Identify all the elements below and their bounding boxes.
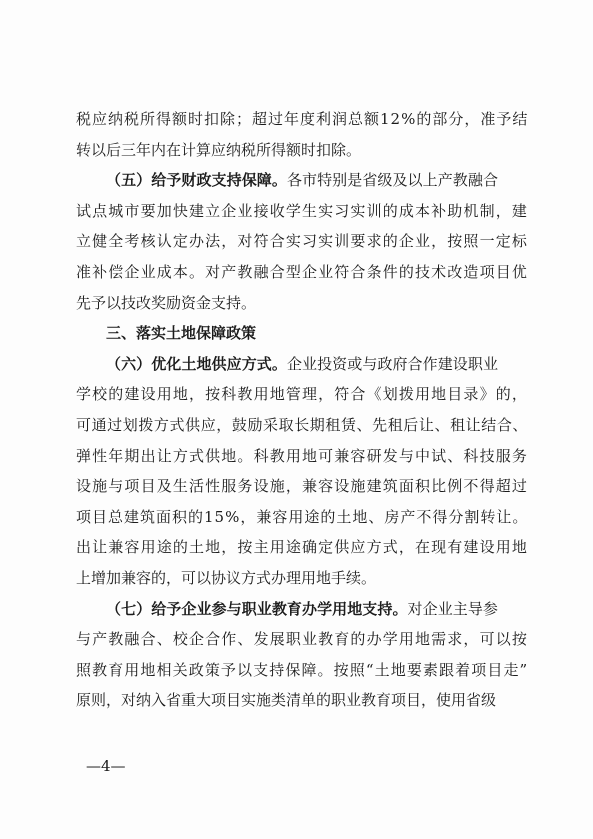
document-body (76, 104, 528, 716)
text-line: 弹性年期出让方式供地。科教用地可兼容研发与中试、科技服务 (76, 446, 529, 465)
text-line: 试点城市要加快建立企业接收学生实习实训的成本补助机制，建 (76, 201, 529, 220)
page-number: —4— (86, 757, 126, 775)
paragraph-continuation (76, 104, 528, 165)
text-line: 项目总建筑面积的15%，兼容用途的土地、房产不得分割转让。 (76, 507, 529, 526)
text-line: （六）优化土地供应方式。企业投资或与政府合作建设职业 (106, 354, 499, 373)
paragraph-fiscal-support (76, 165, 528, 318)
text-line: 出让兼容用途的土地，按主用途确定供应方式，在现有建设用地 (76, 538, 529, 557)
text-line: 设施与项目及生活性服务设施，兼容设施建筑面积比例不得超过 (76, 477, 529, 496)
text-line: 转以后三年内在计算应纳税所得额时扣除。 (76, 140, 362, 159)
text-line: 立健全考核认定办法，对符合实习实训要求的企业，按照一定标 (76, 232, 529, 251)
text-line: 原则，对纳入省重大项目实施类清单的职业教育项目，使用省级 (76, 691, 497, 710)
text-line: （七）给予企业参与职业教育办学用地支持。对企业主导参 (106, 599, 499, 618)
text-line: 照教育用地相关政策予以支持保障。按照“土地要素跟着项目走” (76, 660, 529, 679)
paragraph-land-use-support (76, 594, 528, 716)
section-heading: 三、落实土地保障政策 (106, 324, 257, 343)
paragraph-lead: （七）给予企业参与职业教育办学用地支持。 (106, 599, 408, 618)
paragraph-lead: （六）优化土地供应方式。 (106, 354, 287, 373)
text-line: 先予以技改奖励资金支持。 (76, 293, 257, 312)
text-line: 上增加兼容的，可以协议方式办理用地手续。 (76, 568, 377, 587)
paragraph-lead: （五）给予财政支持保障。 (106, 171, 287, 190)
text-line: 与产教融合、校企合作、发展职业教育的办学用地需求，可以按 (76, 630, 529, 649)
text-line: 税应纳税所得额时扣除；超过年度利润总额12%的部分，准予结 (76, 110, 529, 128)
text-line: 可通过划拨方式供应，鼓励采取长期租赁、先租后让、租让结合、 (76, 415, 528, 434)
text-line: 学校的建设用地，按科教用地管理，符合《划拨用地目录》的， (76, 385, 529, 404)
text-line: （五）给予财政支持保障。各市特别是省级及以上产教融合 (106, 171, 499, 190)
text-line: 准补偿企业成本。对产教融合型企业符合条件的技术改造项目优 (76, 262, 529, 281)
paragraph-land-supply (76, 349, 528, 594)
